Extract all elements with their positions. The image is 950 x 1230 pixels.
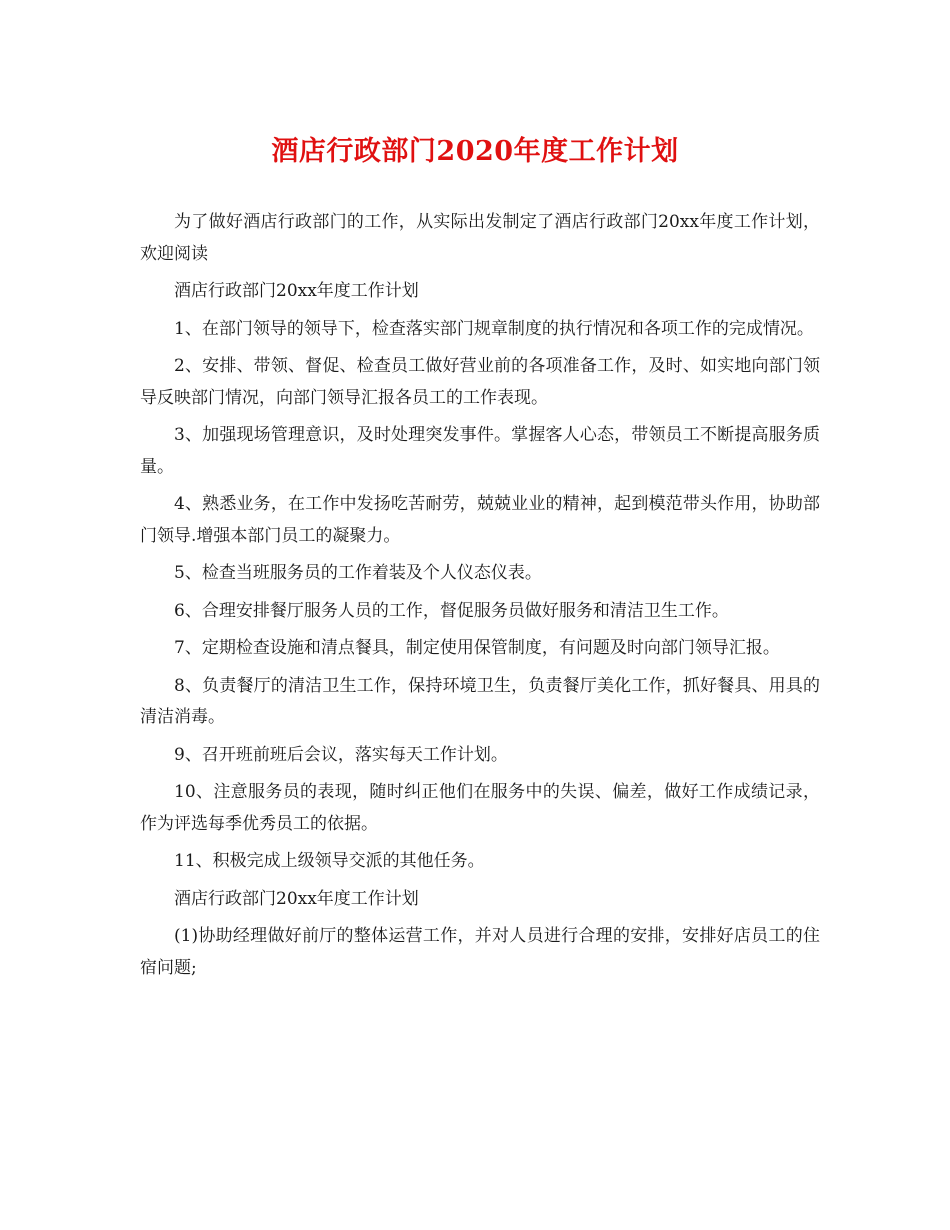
- document-body: [140, 207, 820, 990]
- list-item: 1、在部门领导的领导下，检查落实部门规章制度的执行情况和各项工作的完成情况。: [174, 318, 814, 339]
- list-item: 6、合理安排餐厅服务人员的工作，督促服务员做好服务和清洁卫生工作。: [174, 600, 729, 621]
- section-heading: 酒店行政部门20xx年度工作计划: [174, 281, 419, 301]
- list-item: 9、召开班前班后会议，落实每天工作计划。: [174, 744, 508, 765]
- list-item: (1)协助经理做好前厅的整体运营工作，并对人员进行合理的安排，安排好店员工的住宿问题;: [140, 926, 820, 978]
- list-item: 11、积极完成上级领导交派的其他任务。: [174, 851, 485, 871]
- list-item: 4、熟悉业务，在工作中发扬吃苦耐劳，兢兢业业的精神，起到模范带头作用，协助部门领导.增强本部门员工的凝聚力。: [140, 494, 820, 546]
- intro-paragraph: 为了做好酒店行政部门的工作，从实际出发制定了酒店行政部门20xx年度工作计划，欢迎阅读: [140, 212, 820, 264]
- document-title: 酒店行政部门2020年度工作计划: [271, 136, 679, 167]
- list-item: 3、加强现场管理意识，及时处理突发事件。掌握客人心态，带领员工不断提高服务质量。: [140, 425, 820, 477]
- list-item: 10、注意服务员的表现，随时纠正他们在服务中的失误、偏差，做好工作成绩记录，作为评选每季优秀员工的依据。: [140, 782, 820, 834]
- list-item: 7、定期检查设施和清点餐具，制定使用保管制度，有问题及时向部门领导汇报。: [174, 638, 780, 658]
- list-item: 8、负责餐厅的清洁卫生工作，保持环境卫生，负责餐厅美化工作，抓好餐具、用具的清洁消毒。: [140, 675, 820, 727]
- list-item: 2、安排、带领、督促、检查员工做好营业前的各项准备工作，及时、如实地向部门领导反映部门情况，向部门领导汇报各员工的工作表现。: [140, 356, 820, 408]
- list-item: 5、检查当班服务员的工作着装及个人仪态仪表。: [174, 563, 542, 583]
- section-heading: 酒店行政部门20xx年度工作计划: [174, 888, 419, 909]
